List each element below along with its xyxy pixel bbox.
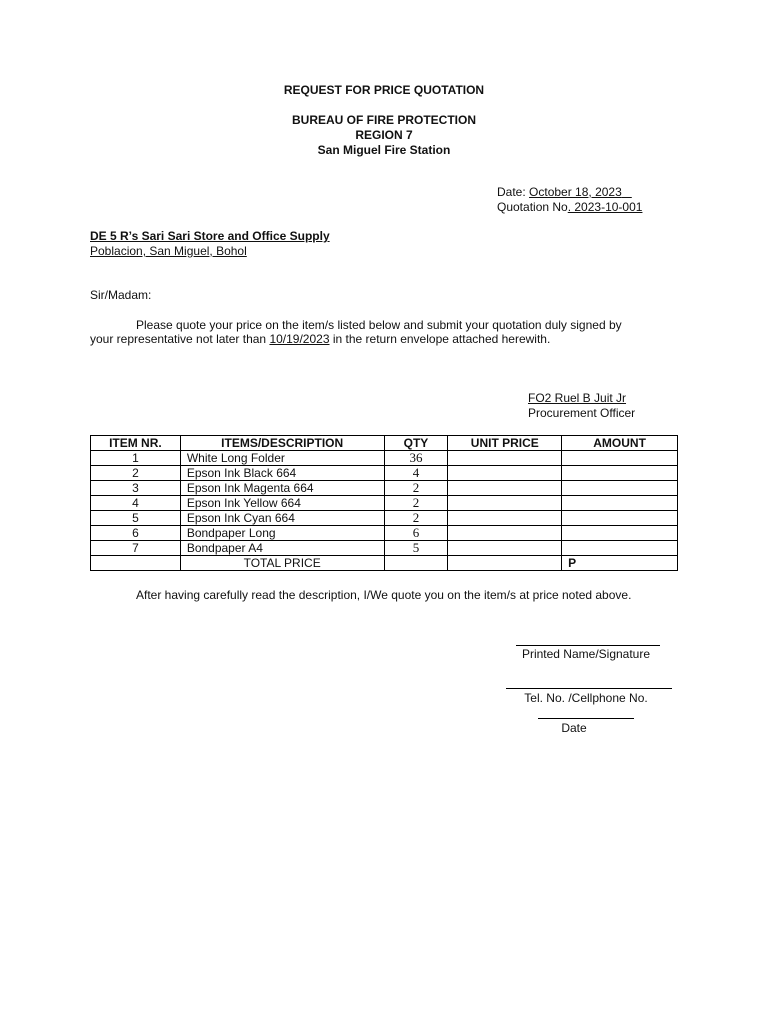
item-nr: 2 (91, 466, 181, 481)
item-amount[interactable] (562, 511, 678, 526)
tel-label: Tel. No. /Cellphone No. (524, 691, 648, 705)
station-name: San Miguel Fire Station (317, 143, 451, 157)
supplier-name: DE 5 R’s Sari Sari Store and Office Supply (90, 229, 330, 243)
item-unit-price[interactable] (448, 451, 562, 466)
total-amount[interactable]: P (562, 556, 678, 571)
date-value: October 18, 2023 (529, 185, 622, 199)
date-row (497, 185, 632, 200)
item-description: Bondpaper A4 (180, 541, 384, 556)
item-qty: 36 (384, 451, 448, 466)
item-nr: 4 (91, 496, 181, 511)
table-row (91, 496, 678, 511)
item-unit-price[interactable] (448, 466, 562, 481)
printed-name-label: Printed Name/Signature (521, 647, 651, 661)
item-description: Epson Ink Black 664 (180, 466, 384, 481)
item-qty: 5 (384, 541, 448, 556)
date-label: Date: (497, 185, 526, 199)
item-unit-price[interactable] (448, 526, 562, 541)
deadline-date: 10/19/2023 (269, 332, 330, 346)
document-title: REQUEST FOR PRICE QUOTATION (283, 83, 485, 97)
item-nr: 1 (91, 451, 181, 466)
body-line-2: your representative not later than 10/19/2023 in the return envelope attached herewith. (90, 332, 551, 346)
item-unit-price[interactable] (448, 541, 562, 556)
item-amount[interactable] (562, 496, 678, 511)
quotation-value: . 2023-10-001 (567, 200, 643, 214)
item-qty: 2 (384, 496, 448, 511)
quotation-row (497, 200, 642, 215)
item-nr: 7 (91, 541, 181, 556)
col-header-qty: QTY (384, 436, 448, 451)
item-description: White Long Folder (180, 451, 384, 466)
table-row (91, 466, 678, 481)
officer-name: FO2 Ruel B Juit Jr (528, 391, 627, 405)
total-price-label: TOTAL PRICE (180, 556, 384, 571)
closing-statement: After having carefully read the description, I/We quote you on the item/s at price noted above. (136, 588, 632, 602)
col-header-description: ITEMS/DESCRIPTION (180, 436, 384, 451)
table-row (91, 526, 678, 541)
item-description: Epson Ink Yellow 664 (180, 496, 384, 511)
item-description: Epson Ink Magenta 664 (180, 481, 384, 496)
tel-line[interactable] (506, 688, 672, 689)
item-nr: 3 (91, 481, 181, 496)
table-header-row (91, 436, 678, 451)
item-amount[interactable] (562, 466, 678, 481)
date-line[interactable] (538, 718, 634, 719)
item-qty: 2 (384, 481, 448, 496)
col-header-unit-price: UNIT PRICE (448, 436, 562, 451)
total-row (91, 556, 678, 571)
salutation: Sir/Madam: (90, 288, 152, 302)
item-amount[interactable] (562, 526, 678, 541)
signature-line[interactable] (516, 645, 660, 646)
item-nr: 5 (91, 511, 181, 526)
item-qty: 6 (384, 526, 448, 541)
item-description: Epson Ink Cyan 664 (180, 511, 384, 526)
item-amount[interactable] (562, 541, 678, 556)
item-unit-price[interactable] (448, 481, 562, 496)
table-row (91, 541, 678, 556)
table-row (91, 451, 678, 466)
quotation-label: Quotation No (497, 200, 568, 214)
item-unit-price[interactable] (448, 511, 562, 526)
table-row (91, 511, 678, 526)
item-qty: 2 (384, 511, 448, 526)
region-name: REGION 7 (355, 128, 413, 142)
col-header-item-nr: ITEM NR. (91, 436, 181, 451)
items-table (90, 435, 678, 571)
item-qty: 4 (384, 466, 448, 481)
supplier-address: Poblacion, San Miguel, Bohol (90, 244, 247, 258)
body-line-1: Please quote your price on the item/s listed below and submit your quotation duly signed by (136, 318, 622, 332)
item-amount[interactable] (562, 451, 678, 466)
officer-title: Procurement Officer (528, 406, 636, 420)
item-description: Bondpaper Long (180, 526, 384, 541)
item-nr: 6 (91, 526, 181, 541)
item-amount[interactable] (562, 481, 678, 496)
date-signature-label: Date (561, 721, 587, 735)
table-row (91, 481, 678, 496)
agency-name: BUREAU OF FIRE PROTECTION (291, 113, 476, 127)
col-header-amount: AMOUNT (562, 436, 678, 451)
item-unit-price[interactable] (448, 496, 562, 511)
